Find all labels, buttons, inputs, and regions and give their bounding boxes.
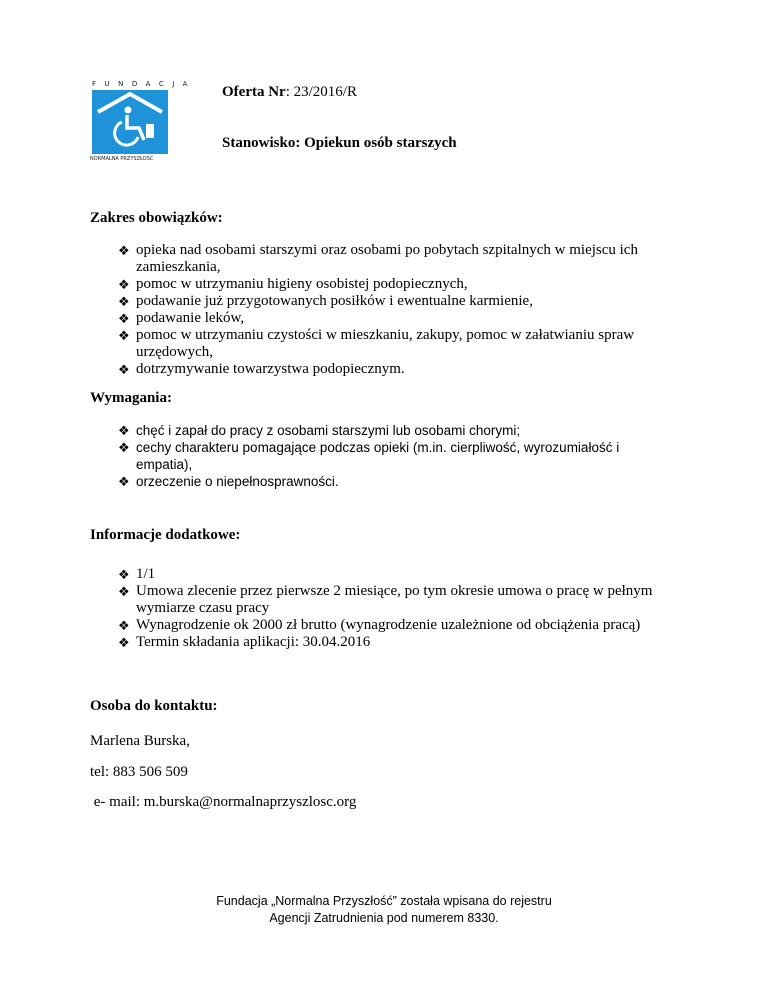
- wheelchair-house-icon: [92, 90, 168, 154]
- bullet-icon: ❖: [118, 585, 130, 600]
- duties-list: [118, 242, 678, 378]
- list-item: ❖ Wynagrodzenie ok 2000 zł brutto (wynagrodzenie uzależnione od obciążenia pracą): [118, 617, 641, 634]
- list-item: ❖ dotrzymywanie towarzystwa podopiecznym.: [118, 361, 405, 378]
- additional-info-title: Informacje dodatkowe:: [90, 527, 241, 543]
- bullet-icon: ❖: [118, 568, 130, 583]
- logo-top-text: FUNDACJA: [92, 80, 196, 88]
- list-item: ❖ podawanie leków,: [118, 310, 245, 327]
- list-item: ❖ chęć i zapał do pracy z osobami starszymi lub osobami chorymi;: [118, 423, 521, 439]
- bullet-icon: ❖: [118, 636, 130, 651]
- list-item: ❖ 1/1: [118, 566, 156, 583]
- bullet-icon: ❖: [118, 295, 130, 310]
- offer-number: [222, 84, 357, 101]
- list-item: ❖ opieka nad osobami starszymi oraz osobami po pobytach szpitalnych w miejscu ich zamieszkania,: [118, 242, 638, 275]
- contact-phone: tel: 883 506 509: [90, 764, 188, 780]
- list-item: ❖ cechy charakteru pomagające podczas opieki (m.in. cierpliwość, wyrozumiałość i empatia),: [118, 440, 620, 472]
- footer-line-2: Agencji Zatrudnienia pod numerem 8330.: [269, 911, 499, 925]
- contact-name: Marlena Burska,: [90, 733, 190, 749]
- bullet-icon: ❖: [118, 475, 130, 490]
- bullet-icon: ❖: [118, 363, 130, 378]
- position-title: [222, 135, 457, 152]
- bullet-icon: ❖: [118, 329, 130, 344]
- contact-title: Osoba do kontaktu:: [90, 698, 218, 714]
- requirements-title: Wymagania:: [90, 390, 172, 406]
- footer-line-1: Fundacja „Normalna Przyszłość” została wpisana do rejestru: [216, 894, 552, 908]
- duties-title: Zakres obowiązków:: [90, 210, 223, 226]
- list-item: ❖ Termin składania aplikacji: 30.04.2016: [118, 634, 371, 651]
- list-item: ❖ pomoc w utrzymaniu czystości w mieszkaniu, zakupy, pomoc w załatwianiu spraw urzędowych,: [118, 327, 635, 360]
- bullet-icon: ❖: [118, 278, 130, 293]
- bullet-icon: ❖: [118, 424, 130, 439]
- bullet-icon: ❖: [118, 312, 130, 327]
- logo-bottom-text: NORMALNA PRZYSZŁOŚĆ: [90, 156, 154, 162]
- bullet-icon: ❖: [118, 244, 130, 259]
- foundation-logo: [90, 80, 196, 162]
- contact-email[interactable]: e- mail: m.burska@normalnaprzyszlosc.org: [90, 794, 357, 810]
- offer-value: : 23/2016/R: [285, 84, 357, 100]
- logo-badge: [92, 90, 168, 154]
- footer-note: [0, 893, 768, 927]
- bullet-icon: ❖: [118, 619, 130, 634]
- list-item: ❖ pomoc w utrzymaniu higieny osobistej podopiecznych,: [118, 276, 468, 293]
- list-item: ❖ podawanie już przygotowanych posiłków i ewentualne karmienie,: [118, 293, 533, 310]
- position-label: Stanowisko: Opiekun osób starszych: [222, 135, 457, 151]
- additional-info-list: [118, 566, 678, 651]
- list-item: ❖ orzeczenie o niepełnosprawności.: [118, 474, 339, 490]
- list-item: ❖ Umowa zlecenie przez pierwsze 2 miesiące, po tym okresie umowa o pracę w pełnym wymiarze czasu pracy: [118, 583, 653, 616]
- offer-label: Oferta Nr: [222, 84, 286, 100]
- bullet-icon: ❖: [118, 441, 130, 456]
- requirements-list: [118, 422, 678, 490]
